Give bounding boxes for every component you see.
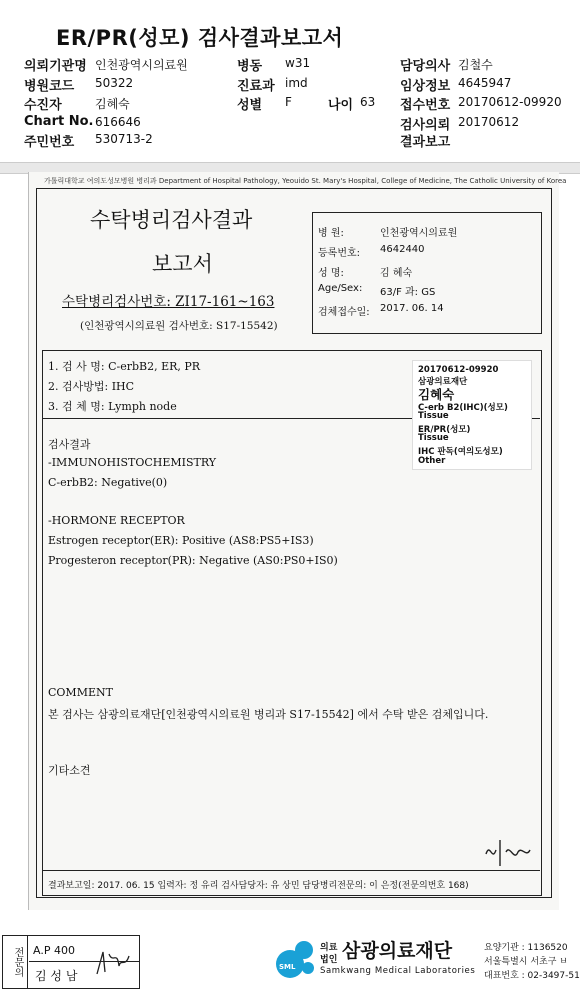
sticker-test-2: ER/PR(성모)	[418, 425, 471, 435]
sticker-test-1: C-erb B2(IHC)(성모)	[418, 403, 508, 413]
pbox-value-name: 김 혜숙	[380, 268, 413, 279]
label-test-request: 검사의뢰	[400, 118, 451, 133]
sticker-specimen-1: Tissue	[418, 411, 449, 421]
label-chart-no: Chart No.	[24, 114, 94, 129]
specialist-seal-box	[2, 935, 140, 989]
label-hospital-code: 병원코드	[24, 79, 75, 94]
pbox-label-received: 검체접수일:	[318, 307, 370, 318]
doctor-signature	[93, 944, 133, 984]
institution-line: 가톨릭대학교 여의도성모병원 병리과 Department of Hospital Pathology, Yeouido St. Mary's Hospital, College of Medicine, The Catholic University of Korea	[44, 177, 567, 185]
pbox-label-hospital: 병 원:	[318, 228, 344, 239]
label-age: 나이	[328, 98, 354, 113]
org-name: 삼광의료재단	[342, 940, 453, 962]
hormone-receptor-heading: -HORMONE RECEPTOR	[48, 514, 185, 527]
scan-title-line1: 수탁병리검사결과	[90, 208, 253, 232]
sml-logo-icon	[274, 938, 318, 982]
other-findings-heading: 기타소견	[48, 764, 91, 777]
comment-heading: COMMENT	[48, 686, 113, 699]
value-clinical-info: 4645947	[458, 76, 512, 90]
label-sex: 성별	[237, 98, 263, 113]
results-heading: 검사결과	[48, 438, 91, 451]
sticker-specimen-2: Tissue	[418, 433, 449, 443]
label-department: 진료과	[237, 79, 275, 94]
pbox-value-age-sex: 63/F 과: GS	[380, 287, 436, 298]
org-english-name: Samkwang Medical Laboratories	[320, 966, 476, 976]
scan-title-line2: 보고서	[152, 252, 213, 276]
value-attending-doctor: 김철수	[458, 58, 493, 72]
contact-address: 서울특별시 서초구 ㅂ	[484, 957, 568, 967]
pbox-value-received: 2017. 06. 14	[380, 303, 444, 314]
pbox-value-registration: 4642440	[380, 244, 425, 255]
value-patient: 김혜숙	[95, 97, 130, 111]
value-requesting-institution: 인천광역시의료원	[95, 58, 188, 72]
contact-care-code: 요양기관 : 1136520	[484, 943, 568, 953]
cerbb2-result: C-erbB2: Negative(0)	[48, 476, 168, 489]
report-title: ER/PR(성모) 검사결과보고서	[56, 26, 344, 50]
test-item-method: 2. 검사방법: IHC	[48, 380, 135, 393]
org-prefix-bottom: 법인	[320, 955, 338, 965]
pathologist-signature	[478, 832, 538, 872]
value-sex: F	[285, 95, 292, 109]
pbox-label-name: 성 명:	[318, 268, 344, 279]
sml-logo-text: SML	[279, 963, 296, 971]
report-line-separator	[42, 870, 540, 871]
specialist-vertical-label: 전문의	[5, 936, 28, 988]
sticker-test-3: IHC 판독(여의도성모)	[418, 447, 503, 457]
value-department: imd	[285, 76, 308, 90]
label-clinical-info: 임상정보	[400, 79, 451, 94]
contact-phone: 대표번호 : 02-3497-51	[484, 971, 580, 981]
label-result-report: 결과보고	[400, 135, 451, 150]
doctor-name: 김 성 남	[35, 969, 78, 983]
value-accession-no: 20170612-09920	[458, 95, 562, 109]
label-patient: 수진자	[24, 98, 62, 113]
org-prefix-top: 의료	[320, 943, 338, 953]
test-item-name: 1. 검 사 명: C-erbB2, ER, PR	[48, 360, 201, 373]
sticker-accession: 20170612-09920	[418, 365, 499, 375]
sticker-specimen-3: Other	[418, 456, 446, 466]
pbox-value-hospital: 인천광역시의료원	[380, 228, 458, 239]
hospital-test-number: (인천광역시의료원 검사번호: S17-15542)	[80, 320, 278, 332]
label-ward: 병동	[237, 59, 263, 74]
ap-number: A.P 400	[33, 944, 75, 957]
ihc-heading: -IMMUNOHISTOCHEMISTRY	[48, 456, 217, 469]
sticker-patient-name: 김혜숙	[418, 387, 455, 402]
value-hospital-code: 50322	[95, 76, 134, 90]
label-accession-no: 접수번호	[400, 98, 451, 113]
label-resident-no: 주민번호	[24, 135, 75, 150]
consign-number: 수탁병리검사번호: ZI17-161~163	[62, 294, 275, 310]
value-resident-no: 530713-2	[95, 132, 153, 146]
value-test-request: 20170612	[458, 115, 520, 129]
test-item-specimen: 3. 검 체 명: Lymph node	[48, 400, 177, 413]
comment-text: 본 검사는 삼광의료재단[인천광역시의료원 병리과 S17-15542] 에서 수탁 받은 검체입니다.	[48, 708, 489, 721]
report-header	[0, 0, 580, 160]
value-chart-no: 616646	[95, 115, 141, 129]
label-attending-doctor: 담당의사	[400, 59, 451, 74]
value-ward: w31	[285, 56, 311, 70]
er-result: Estrogen receptor(ER): Positive (AS8:PS5+IS3)	[48, 534, 314, 547]
pbox-label-age-sex: Age/Sex:	[318, 283, 363, 294]
label-requesting-institution: 의뢰기관명	[24, 59, 87, 74]
sticker-org: 삼광의료재단	[418, 377, 468, 387]
value-age: 63	[360, 95, 376, 109]
report-date-line: 결과보고일: 2017. 06. 15 입력자: 정 유리 검사담당자: 유 상민 담당병리전문의: 이 은정(전문의번호 168)	[48, 881, 469, 891]
pr-result: Progesteron receptor(PR): Negative (AS0:PS0+IS0)	[48, 554, 338, 567]
pbox-label-registration: 등록번호:	[318, 248, 361, 259]
